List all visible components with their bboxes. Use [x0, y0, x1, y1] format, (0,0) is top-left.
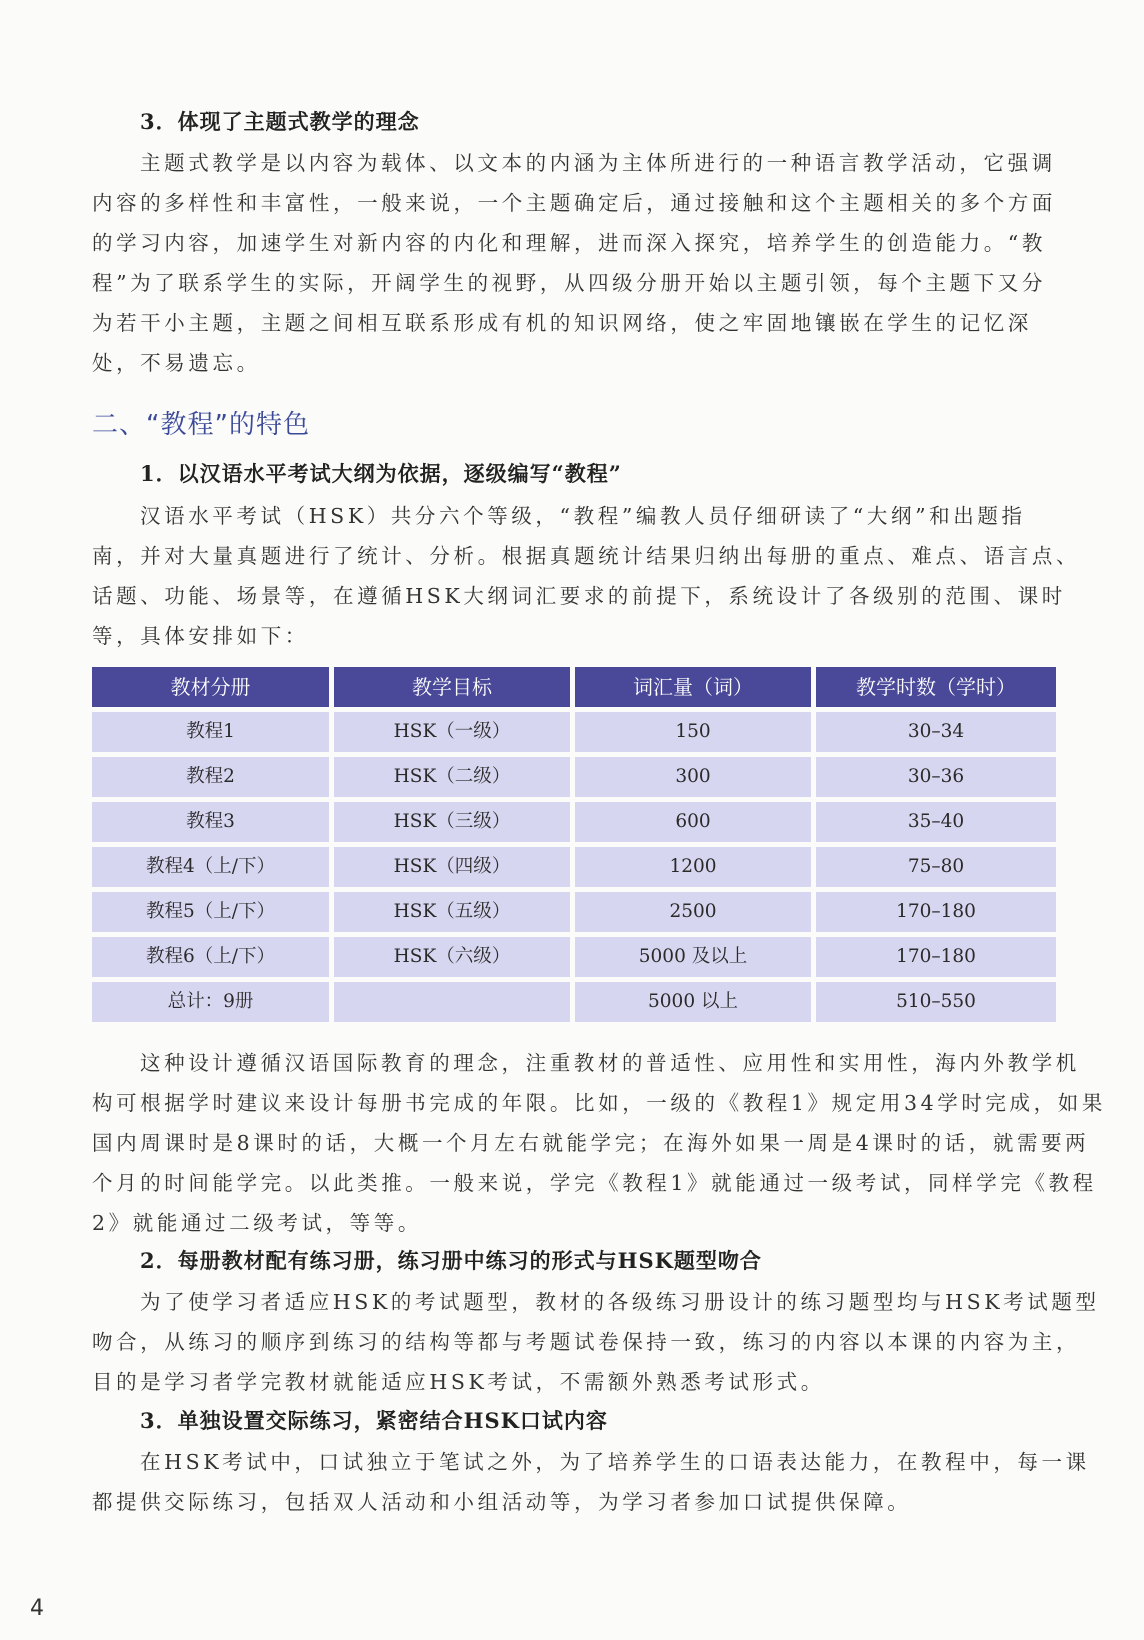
paragraph-line: 为了使学习者适应HSK的考试题型，教材的各级练习册设计的练习题型均与HSK考试题型	[140, 1290, 1100, 1314]
table-cell: HSK（一级）	[334, 712, 570, 752]
table-row	[92, 937, 1056, 982]
table-row-total	[92, 982, 1056, 1027]
paragraph-line: 这种设计遵循汉语国际教育的理念，注重教材的普适性、应用性和实用性，海内外教学机	[140, 1051, 1080, 1075]
table-cell: 教程6（上/下）	[92, 937, 329, 977]
paragraph-line: 都提供交际练习，包括双人活动和小组活动等，为学习者参加口试提供保障。	[92, 1490, 912, 1514]
header-cell-hours: 教学时数（学时）	[816, 667, 1056, 707]
subsection-1-heading: 1．以汉语水平考试大纲为依据，逐级编写“教程”	[140, 461, 622, 486]
table-cell: HSK（五级）	[334, 892, 570, 932]
header-cell-volume: 教材分册	[92, 667, 329, 707]
table-cell: 2500	[575, 892, 811, 932]
table-row	[92, 802, 1056, 847]
header-cell-vocabulary: 词汇量（词）	[575, 667, 811, 707]
paragraph-line: 处，不易遗忘。	[92, 351, 261, 375]
table-cell: HSK（六级）	[334, 937, 570, 977]
paragraph-line: 构可根据学时建议来设计每册书完成的年限。比如，一级的《教程1》规定用34学时完成，如果	[92, 1091, 1106, 1115]
header-cell-target: 教学目标	[334, 667, 570, 707]
paragraph-line: 汉语水平考试（HSK）共分六个等级，“教程”编教人员仔细研读了“大纲”和出题指	[140, 504, 1026, 528]
table-header-row	[92, 667, 1056, 712]
table-cell: 总计：9册	[92, 982, 329, 1022]
table-cell: 75–80	[816, 847, 1056, 887]
table-cell: 5000 以上	[575, 982, 811, 1022]
table-cell: 教程1	[92, 712, 329, 752]
table-cell: 600	[575, 802, 811, 842]
table-cell	[334, 982, 570, 1022]
table-cell: 教程3	[92, 802, 329, 842]
paragraph-line: 内容的多样性和丰富性，一般来说，一个主题确定后，通过接触和这个主题相关的多个方面	[92, 191, 1056, 215]
table-cell: 1200	[575, 847, 811, 887]
table-row	[92, 757, 1056, 802]
table-row	[92, 892, 1056, 937]
paragraph-line: 2》就能通过二级考试，等等。	[92, 1211, 422, 1235]
table-row	[92, 847, 1056, 892]
section-2-title: 二、“教程”的特色	[92, 410, 310, 440]
paragraph-line: 话题、功能、场景等，在遵循HSK大纲词汇要求的前提下，系统设计了各级别的范围、课时	[92, 584, 1066, 608]
table-cell: 510–550	[816, 982, 1056, 1022]
section-3-heading: 3．体现了主题式教学的理念	[140, 109, 420, 134]
table-cell: 150	[575, 712, 811, 752]
paragraph-line: 主题式教学是以内容为载体、以文本的内涵为主体所进行的一种语言教学活动，它强调	[140, 151, 1056, 175]
table-row	[92, 712, 1056, 757]
paragraph-line: 在HSK考试中，口试独立于笔试之外，为了培养学生的口语表达能力，在教程中，每一课	[140, 1450, 1090, 1474]
table-cell: HSK（四级）	[334, 847, 570, 887]
table-cell: HSK（二级）	[334, 757, 570, 797]
table-cell: 30–36	[816, 757, 1056, 797]
table-cell: 教程2	[92, 757, 329, 797]
table-cell: HSK（三级）	[334, 802, 570, 842]
table-cell: 170–180	[816, 937, 1056, 977]
paragraph-line: 目的是学习者学完教材就能适应HSK考试，不需额外熟悉考试形式。	[92, 1370, 825, 1394]
paragraph-line: 南，并对大量真题进行了统计、分析。根据真题统计结果归纳出每册的重点、难点、语言点、	[92, 544, 1081, 568]
paragraph-line: 国内周课时是8课时的话，大概一个月左右就能学完；在海外如果一周是4课时的话，就需要两	[92, 1131, 1090, 1155]
table-cell: 5000 及以上	[575, 937, 811, 977]
table-cell: 170–180	[816, 892, 1056, 932]
page-number: 4	[30, 1596, 44, 1621]
paragraph-line: 等，具体安排如下：	[92, 624, 309, 648]
paragraph-line: 的学习内容，加速学生对新内容的内化和理解，进而深入探究，培养学生的创造能力。“教	[92, 231, 1046, 255]
table-cell: 300	[575, 757, 811, 797]
paragraph-line: 个月的时间能学完。以此类推。一般来说，学完《教程1》就能通过一级考试，同样学完《教程	[92, 1171, 1097, 1195]
table-cell: 35–40	[816, 802, 1056, 842]
paragraph-line: 程”为了联系学生的实际，开阔学生的视野，从四级分册开始以主题引领，每个主题下又分	[92, 271, 1046, 295]
table-cell: 教程4（上/下）	[92, 847, 329, 887]
paragraph-line: 为若干小主题，主题之间相互联系形成有机的知识网络，使之牢固地镶嵌在学生的记忆深	[92, 311, 1032, 335]
hsk-level-table	[92, 667, 1056, 1027]
paragraph-line: 吻合，从练习的顺序到练习的结构等都与考题试卷保持一致，练习的内容以本课的内容为主，	[92, 1330, 1081, 1354]
table-cell: 30–34	[816, 712, 1056, 752]
table-cell: 教程5（上/下）	[92, 892, 329, 932]
subsection-2-heading: 2．每册教材配有练习册，练习册中练习的形式与HSK题型吻合	[140, 1248, 762, 1273]
subsection-3-heading: 3．单独设置交际练习，紧密结合HSK口试内容	[140, 1408, 608, 1433]
